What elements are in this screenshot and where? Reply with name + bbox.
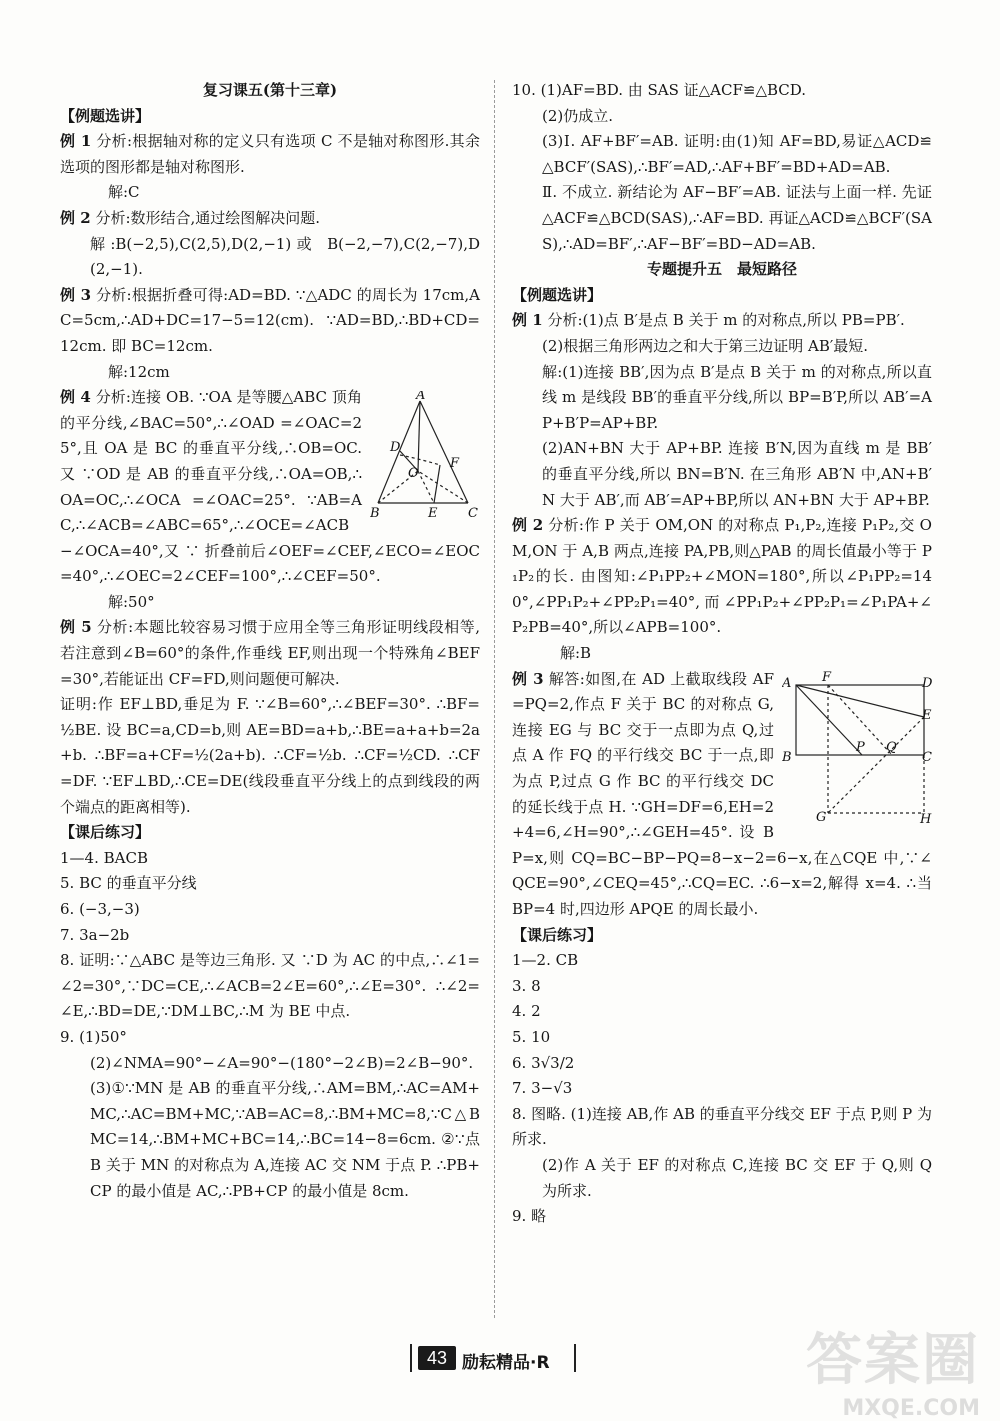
tri-label-e: E	[428, 506, 438, 520]
rectangle-figure	[782, 671, 932, 825]
hw-item-9-3: (3)①∵MN 是 AB 的垂直平分线,∴AM=BM,∴AC=AM+MC,∴AC=BM+MC,∵AB=AC=8,∴BM+MC=8,∵C△BMC=14,∴BM+MC+BC=14,∴BC=14−8=6cm. ②∵点 B 关于 MN 的对称点为 A,连接 AC 交 NM 于点 P. ∴PB+CP 的最小值是 AC,∴PB+CP 的最小值是 8cm.	[90, 1079, 480, 1200]
r-hw-3: 3. 8	[512, 976, 541, 995]
ex1-label: 例 1	[60, 132, 92, 151]
r-ex1-line-4: (2)AN+BN 大于 AP+BP. 连接 B′N,因为直线 m 是 BB′的垂直平分线,所以 BN=B′N. 在三角形 AB′N 中,AN+B′N 大于 AB′,而 AB′=AP+BP,所以 AN+BN 大于 AP+BP.	[542, 439, 932, 509]
ex1-text: 分析:根据轴对称的定义只有选项 C 不是轴对称图形.其余选项的图形都是轴对称图形.	[60, 132, 480, 176]
q10-line-2: (2)仍成立.	[542, 106, 614, 125]
right-section-heading-homework: 【课后练习】	[512, 925, 603, 944]
footer-brand: 励耘精品·R	[462, 1353, 550, 1373]
hw-item-1: 1—4. BACB	[60, 848, 148, 867]
hw-item-9-1: 9. (1)50°	[60, 1027, 127, 1046]
ex4-label: 例 4	[60, 388, 91, 407]
ex4-text: 分析:连接 OB. ∵OA 是等腰△ABC 顶角的平分线,∠BAC=50°,∴∠OAD =∠OAC=25°,且 OA 是 BC 的垂直平分线,∴OB=OC. 又 ∵OD 是 AB 的垂直平分线,∴OA=OB,∴OA=OC,∴∠OCA =∠OAC=25°. ∵AB=AC,∴∠ACB=∠ABC=65°,∴∠OCE=∠ACB−∠OCA=40°,又 ∵ 折叠前后∠OEF=∠CEF,∠ECO=∠EOC=40°,∴∠OEC=2∠CEF=100°,∴∠CEF=50°.	[60, 388, 480, 586]
r-ex3-label: 例 3	[512, 669, 544, 688]
ex3-label: 例 3	[60, 285, 92, 304]
tri-label-d: D	[390, 440, 401, 456]
watermark-logo: 答案圈	[806, 1328, 980, 1393]
ex3-text: 分析:根据折叠可得:AD=BD. ∵△ADC 的周长为 17cm,AC=5cm,∴AD+DC=17−5=12(cm). ∵AD=BD,∴BD+CD=12cm. 即 BC=12cm.	[60, 285, 480, 355]
right-column	[512, 78, 932, 1230]
watermark-url: MXQE.COM	[842, 1396, 980, 1421]
rect-label-c: C	[922, 749, 932, 765]
r-hw-8: 8. 图略. (1)连接 AB,作 AB 的垂直平分线交 EF 于点 P,则 P 为所求.	[512, 1104, 932, 1149]
rect-label-b: B	[782, 749, 792, 765]
r-ex2-label: 例 2	[512, 516, 544, 535]
ex3-answer: 解:12cm	[108, 362, 170, 381]
ex5-label: 例 5	[60, 618, 92, 637]
r-ex1-line-1: 分析:(1)点 B′是点 B 关于 m 的对称点,所以 PB=PB′.	[547, 311, 905, 330]
section-heading-examples: 【例题选讲】	[60, 106, 151, 125]
right-title: 专题提升五 最短路径	[646, 260, 797, 279]
rect-label-e: E	[922, 707, 932, 723]
page-number: 43	[418, 1346, 456, 1370]
rect-label-q: Q	[886, 739, 897, 755]
r-ex1-line-3: 解:(1)连接 BB′,因为点 B′是点 B 关于 m 的对称点,所以直线 m 是线段 BB′的垂直平分线,所以 BP=B′P,所以 AB′=AP+B′P=AP+BP.	[542, 362, 932, 432]
r-ex2-line-1: 分析:作 P 关于 OM,ON 的对称点 P₁,P₂,连接 P₁P₂,交 OM,ON 于 A,B 两点,连接 PA,PB,则△PAB 的周长值最小等于 P₁P₂的长. 由图知:∠P₁PP₂+∠MON=180°,所以∠P₁PP₂=140°,∠PP₁P₂+∠PP₂P₁=40°,而∠PP₁P₂+∠PP₂P₁=∠P₁PA+∠P₂PB=40°,所以∠APB=100°.	[512, 516, 932, 637]
column-divider	[494, 80, 496, 1318]
r-hw-7: 7. 3−√3	[512, 1079, 573, 1098]
watermark	[806, 1316, 980, 1421]
rect-label-h: H	[920, 811, 932, 825]
right-section-heading-examples: 【例题选讲】	[512, 285, 603, 304]
q10-line-4: Ⅱ. 不成立. 新结论为 AF−BF′=AB. 证法与上面一样. 先证△ACF≌△BCD(SAS),∴AF=BD. 再证△ACD≌△BCF′(SAS),∴AD=BF′,∴AF−BF′=BD−AD=AB.	[542, 183, 932, 253]
footer-bar-left	[410, 1344, 412, 1372]
ex1-answer: 解:C	[108, 183, 140, 202]
r-hw-5: 5. 10	[512, 1027, 551, 1046]
ex4-answer: 解:50°	[108, 592, 155, 611]
hw-item-7: 7. 3a−2b	[60, 925, 130, 944]
hw-item-8: 8. 证明:∵△ABC 是等边三角形. 又 ∵D 为 AC 的中点,∴∠1=∠2=30°,∵DC=CE,∴∠ACB=2∠E=60°,∴∠E=30°. ∴∠2=∠E,∴BD=DE,∵DM⊥BC,∴M 为 BE 中点.	[60, 951, 480, 1021]
r-ex1-label: 例 1	[512, 311, 543, 330]
ex2-analysis: 分析:数形结合,通过绘图解决问题.	[95, 208, 321, 227]
tri-label-o: O	[408, 466, 419, 482]
hw-item-5: 5. BC 的垂直平分线	[60, 874, 197, 893]
tri-label-f: F	[450, 456, 460, 472]
tri-label-b: B	[370, 506, 380, 520]
left-column	[60, 78, 480, 1204]
rect-label-d: D	[922, 675, 932, 691]
r-ex3-text: 解答:如图,在 AD 上截取线段 AF=PQ=2,作点 F 关于 BC 的对称点 G,连接 EG 与 BC 交于一点即为点 Q,过点 A 作 FQ 的平行线交 BC 于一点,即为点 P,过点 G 作 BC 的平行线交 DC 的延长线于点 H. ∵GH=DF=6,EH=2+4=6,∠H=90°,∴∠GEH=45°. 设 BP=x,则 CQ=BC−BP−PQ=8−x−2=6−x,在△CQE 中,∵∠QCE=90°,∠CEQ=45°,∴CQ=EC. ∴6−x=2,解得 x=4. ∴当 BP=4 时,四边形 APQE 的周长最小.	[512, 669, 932, 918]
ex2-label: 例 2	[60, 208, 91, 227]
rect-label-g: G	[816, 809, 827, 825]
r-hw-9: 9. 略	[512, 1207, 547, 1226]
r-hw-4: 4. 2	[512, 1002, 541, 1021]
rect-label-a: A	[782, 675, 792, 691]
q10-line-3: (3)Ⅰ. AF+BF′=AB. 证明:由(1)知 AF=BD,易证△ACD≌△BCF′(SAS),∴BF′=AD,∴AF+BF′=BD+AD=AB.	[542, 132, 932, 176]
q10-line-1: 10. (1)AF=BD. 由 SAS 证△ACF≌△BCD.	[512, 81, 807, 99]
r-hw-8-2: (2)作 A 关于 EF 的对称点 C,连接 BC 交 EF 于 Q,则 Q 为所求.	[542, 1155, 932, 1200]
tri-label-a: A	[416, 391, 426, 404]
triangle-figure	[370, 391, 480, 519]
r-ex1-line-2: (2)根据三角形两边之和大于第三边证明 AB′最短.	[542, 336, 869, 355]
rect-label-p: P	[856, 739, 865, 755]
ex5-analysis: 分析:本题比较容易习惯于应用全等三角形证明线段相等,若注意到∠B=60°的条件,作垂线 EF,则出现一个特殊角∠BEF=30°,若能证出 CF=FD,则问题便可解决.	[60, 618, 480, 688]
ex2-answer: 解:B(−2,5),C(2,5),D(2,−1)或 B(−2,−7),C(2,−7),D(2,−1).	[90, 234, 480, 279]
r-ex2-answer: 解:B	[560, 644, 592, 663]
left-title: 复习课五(第十三章)	[202, 81, 338, 99]
r-hw-1: 1—2. CB	[512, 951, 579, 970]
hw-item-9-2: (2)∠NMA=90°−∠A=90°−(180°−2∠B)=2∠B−90°.	[90, 1053, 474, 1072]
rect-label-f: F	[822, 670, 832, 685]
tri-label-c: C	[468, 506, 478, 520]
r-hw-6: 6. 3√3/2	[512, 1053, 575, 1072]
hw-item-6: 6. (−3,−3)	[60, 900, 140, 918]
section-heading-homework: 【课后练习】	[60, 823, 151, 842]
footer-bar-right	[574, 1344, 576, 1372]
ex5-proof: 证明:作 EF⊥BD,垂足为 F. ∵∠B=60°,∴∠BEF=30°. ∴BF=½BE. 设 BC=a,CD=b,则 AE=BD=a+b,∴BE=a+a+b=2a+b. ∴BF=a+CF=½(2a+b). ∴CF=½b. ∴CF=½CD. ∴CF=DF. ∵EF⊥BD,∴CE=DE(线段垂直平分线上的点到线段的两个端点的距离相等).	[60, 695, 480, 816]
